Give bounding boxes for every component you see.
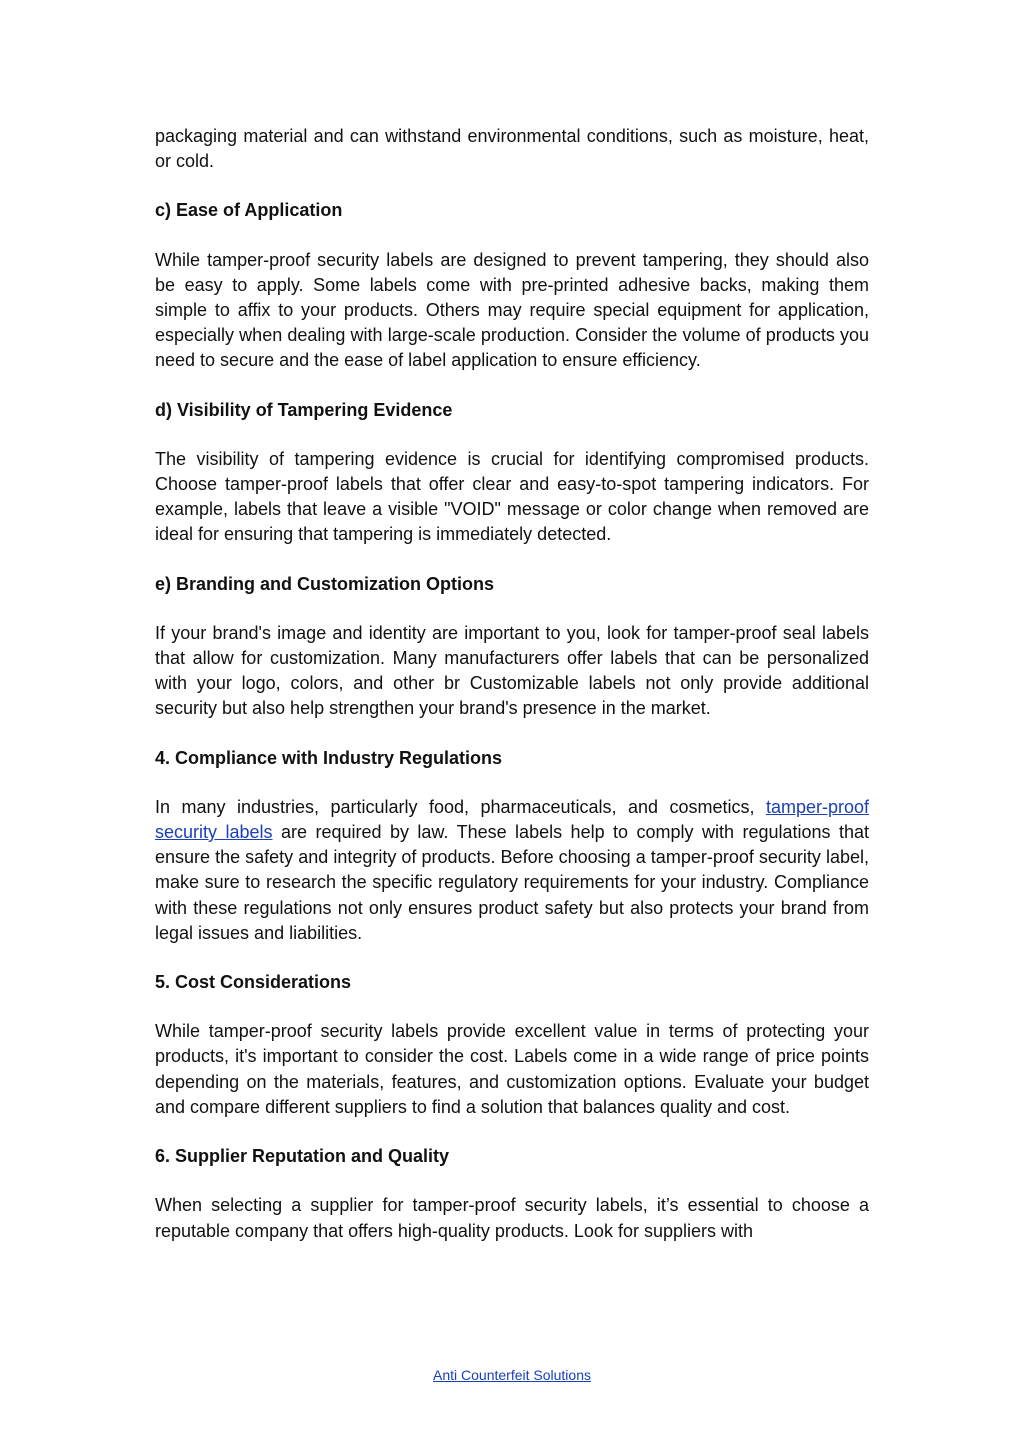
paragraph-cost-considerations: While tamper-proof security labels provide excellent value in terms of protecting your products, it's important to consider the cost. Labels come in a wide range of price points depending on the materials, features, and customization options. Evaluate your budget and compare different suppliers to find a solution that balances quality and cost.	[155, 1021, 869, 1117]
page-footer	[0, 1367, 1024, 1383]
paragraph-intro: packaging material and can withstand environmental conditions, such as moisture, heat, or cold.	[155, 126, 869, 172]
paragraph-compliance	[155, 795, 869, 946]
paragraph-branding-customization: If your brand's image and identity are important to you, look for tamper-proof seal labels that allow for customization. Many manufacturers offer labels that can be personalized with your logo, colors, and other br Customizable labels not only provide additional security but also help strengthen your brand's presence in the market.	[155, 622, 869, 719]
heading-supplier-reputation: 6. Supplier Reputation and Quality	[155, 1146, 450, 1167]
anti-counterfeit-solutions-link[interactable]: Anti Counterfeit Solutions	[433, 1367, 591, 1383]
compliance-text-before-link: In many industries, particularly food, pharmaceuticals, and cosmetics,	[155, 796, 766, 817]
compliance-text-after-link: are required by law. These labels help to comply with regulations that ensure the safety and integrity of products. Before choosing a tamper-proof security label, make sure to research the specific regulatory requirements for your industry. Compliance with these regulations not only ensures product safety but also protects your brand from legal issues and liabilities.	[155, 822, 870, 943]
document-body	[155, 124, 869, 1268]
heading-branding-customization: e) Branding and Customization Options	[155, 573, 494, 594]
tamper-proof-security-labels-link[interactable]: tamper-proof security labels	[155, 796, 869, 843]
paragraph-supplier-reputation: When selecting a supplier for tamper-proof security labels, it’s essential to choose a reputable company that offers high-quality products. Look for suppliers with	[155, 1195, 869, 1241]
heading-ease-of-application: c) Ease of Application	[155, 200, 343, 221]
heading-cost-considerations: 5. Cost Considerations	[155, 972, 352, 993]
heading-visibility-of-tampering: d) Visibility of Tampering Evidence	[155, 399, 453, 420]
paragraph-visibility-of-tampering: The visibility of tampering evidence is crucial for identifying compromised products. Choose tamper-proof labels that offer clear and easy-to-spot tampering indicators. For example, labels that leave a visible "VOID" message or color change when removed are ideal for ensuring that tampering is immediately detected.	[155, 448, 869, 545]
heading-compliance: 4. Compliance with Industry Regulations	[155, 747, 503, 768]
paragraph-ease-of-application: While tamper-proof security labels are designed to prevent tampering, they should also be easy to apply. Some labels come with pre-printed adhesive backs, making them simple to affix to your products. Others may require special equipment for application, especially when dealing with large-scale production. Consider the volume of products you need to secure and the ease of label application to ensure efficiency.	[155, 249, 869, 371]
